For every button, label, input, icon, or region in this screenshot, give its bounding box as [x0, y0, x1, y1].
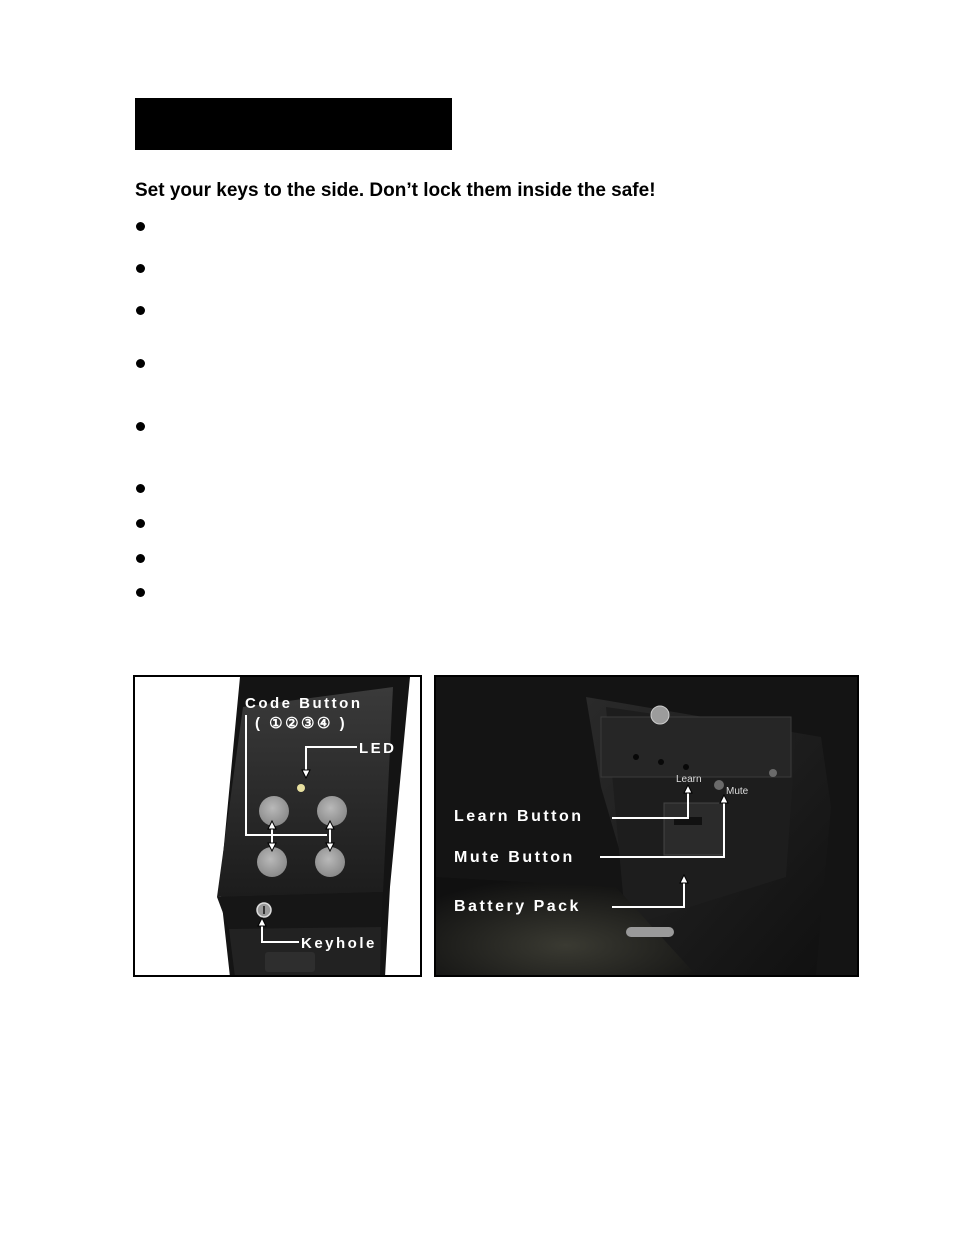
latch-pin	[626, 927, 674, 937]
keypad-figure	[133, 675, 422, 977]
led-label: LED	[359, 740, 397, 757]
panel-mute-text: Mute	[726, 786, 749, 797]
interior-photo	[436, 677, 857, 975]
mute-button-label: Mute Button	[454, 849, 575, 866]
learn-button-label: Learn Button	[454, 808, 584, 825]
intro-warning: Set your keys to the side. Don’t lock them inside the safe!	[135, 180, 656, 201]
interior-figure	[434, 675, 859, 977]
control-panel	[601, 717, 791, 777]
bullet-6	[135, 482, 147, 494]
keypad-photo	[135, 677, 420, 975]
mute-button-hw	[714, 780, 724, 790]
section-header-bar	[135, 98, 452, 150]
bullet-1	[135, 220, 147, 232]
bullet-4	[135, 357, 147, 369]
grip-ridges	[265, 952, 315, 972]
code-button-numbers: ( ①②③④ )	[255, 715, 348, 732]
code-button-1	[259, 796, 289, 826]
code-button-label: Code Button	[245, 695, 363, 712]
panel-learn-text: Learn	[676, 774, 702, 785]
bullet-3	[135, 304, 147, 316]
battery-pack-label: Battery Pack	[454, 898, 581, 915]
bullet-2	[135, 262, 147, 274]
keyhole-label: Keyhole	[301, 935, 377, 952]
bullet-7	[135, 517, 147, 529]
battery-compartment	[664, 803, 724, 855]
bullet-8	[135, 552, 147, 564]
bullet-5	[135, 420, 147, 432]
lid-screw	[651, 706, 669, 724]
led-indicator	[297, 784, 305, 792]
bullet-9	[135, 586, 147, 598]
code-button-2	[317, 796, 347, 826]
